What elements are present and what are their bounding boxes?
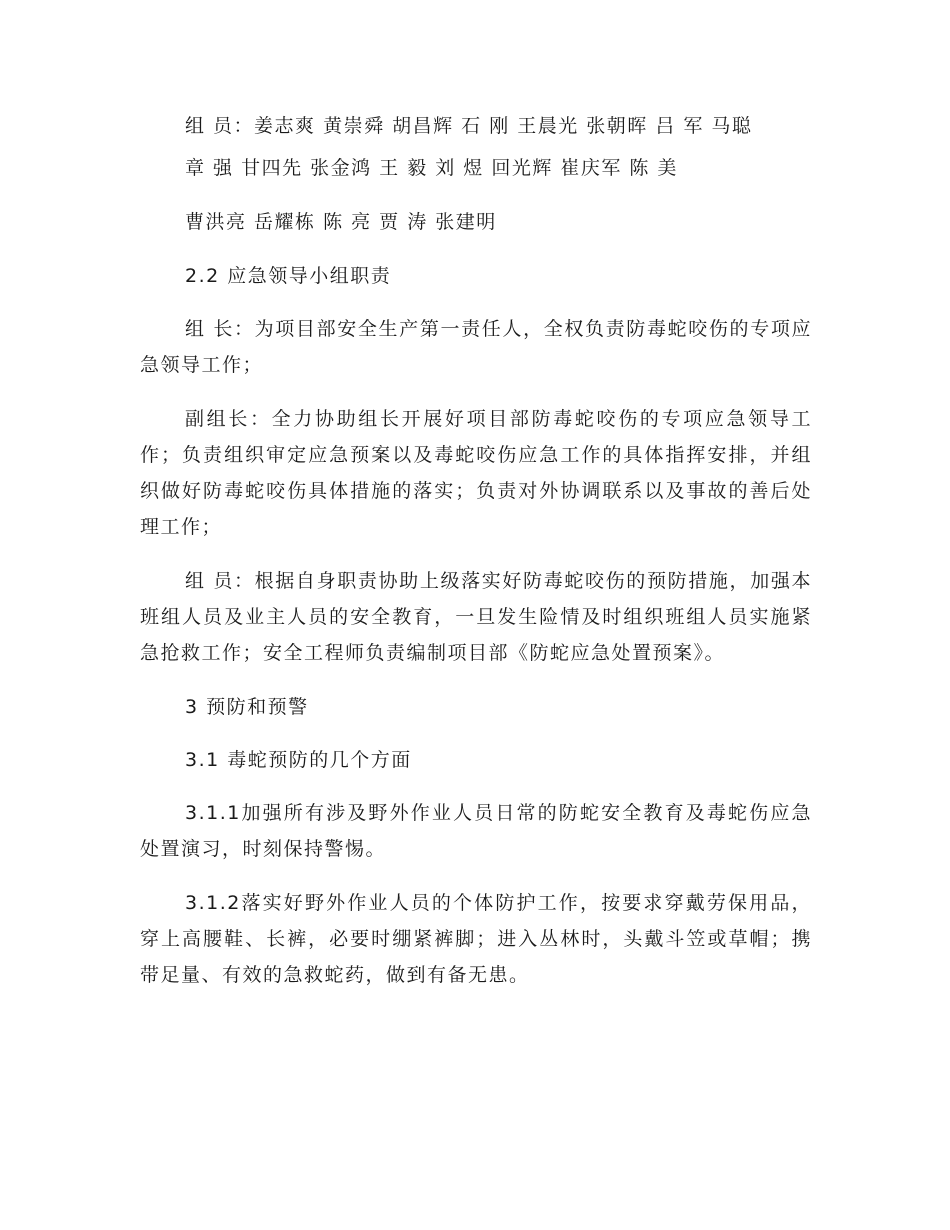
paragraph-members-line-3: 曹洪亮 岳耀栋 陈 亮 贾 涛 张建明 [185, 211, 497, 233]
section-heading-2-2: 2.2 应急领导小组职责 [185, 265, 392, 287]
paragraph-3-1-2: 3.1.2落实好野外作业人员的个体防护工作，按要求穿戴劳保用品，穿上高腰鞋、长裤，必要时绷紧裤脚；进入丛林时，头戴斗笠或草帽；携带足量、有效的急救蛇药，做到有备无患。 [140, 892, 812, 986]
document-body [140, 108, 812, 1011]
paragraph-leader-duty: 组 长：为项目部安全生产第一责任人，全权负责防毒蛇咬伤的专项应急领导工作； [140, 318, 812, 376]
paragraph-members-line-2: 章 强 甘四先 张金鸿 王 毅 刘 煜 回光辉 崔庆军 陈 美 [185, 157, 678, 179]
paragraph-member-duty: 组 员：根据自身职责协助上级落实好防毒蛇咬伤的预防措施，加强本班组人员及业主人员的安全教育，一旦发生险情及时组织班组人员实施紧急抢救工作；安全工程师负责编制项目部《防蛇应急处置预案》。 [140, 570, 812, 664]
paragraph-members-line-1: 组 员：姜志爽 黄崇舜 胡昌辉 石 刚 王晨光 张朝晖 吕 军 马聪 [185, 115, 753, 137]
paragraph-3-1-1: 3.1.1加强所有涉及野外作业人员日常的防蛇安全教育及毒蛇伤应急处置演习，时刻保持警惕。 [140, 802, 812, 860]
section-heading-3: 3 预防和预警 [185, 696, 309, 718]
section-heading-3-1: 3.1 毒蛇预防的几个方面 [185, 749, 412, 771]
paragraph-deputy-leader-duty: 副组长：全力协助组长开展好项目部防毒蛇咬伤的专项应急领导工作；负责组织审定应急预案以及毒蛇咬伤应急工作的具体指挥安排，并组织做好防毒蛇咬伤具体措施的落实；负责对外协调联系以及事故的善后处理工作； [140, 408, 812, 538]
